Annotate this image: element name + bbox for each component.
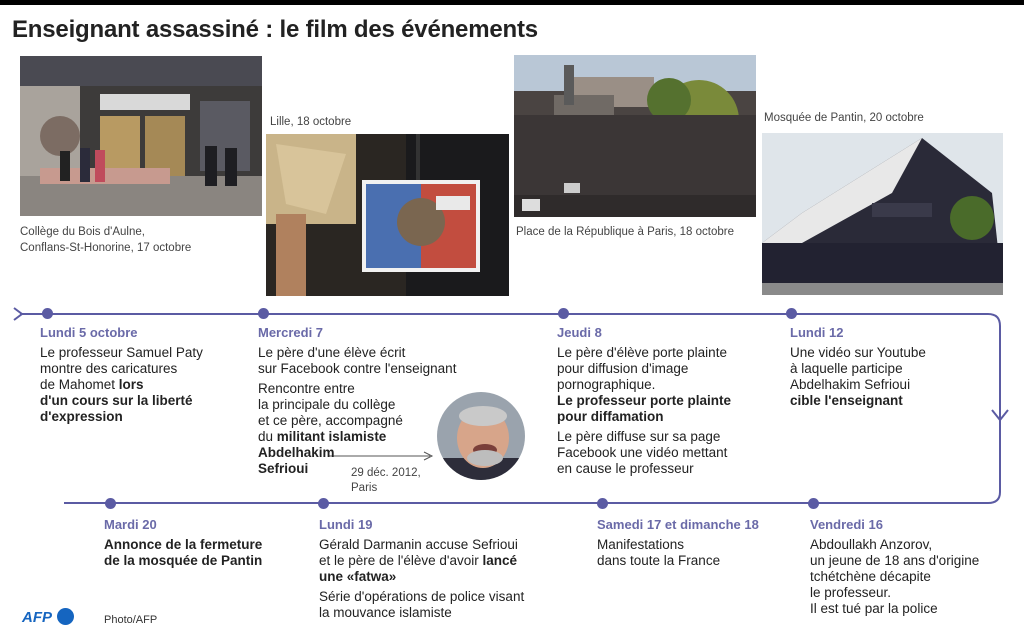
event-line bbox=[319, 553, 579, 569]
event-date: Lundi 19 bbox=[319, 517, 373, 532]
portrait-photo bbox=[437, 392, 525, 480]
event-line-text: Le père diffuse sur sa page bbox=[557, 429, 721, 444]
event-line bbox=[557, 393, 777, 409]
event-line-bold: Abdelhakim bbox=[258, 445, 335, 460]
event-line-text: sur Facebook contre l'enseignant bbox=[258, 361, 457, 376]
event-paragraph bbox=[597, 537, 797, 569]
event-text bbox=[319, 537, 579, 625]
caption-line: Conflans-St-Honorine, 17 octobre bbox=[20, 242, 192, 254]
portrait-caption bbox=[351, 466, 421, 496]
event-paragraph bbox=[104, 537, 304, 569]
event-paragraph bbox=[810, 537, 1015, 617]
event-line bbox=[557, 429, 777, 445]
event-line bbox=[40, 377, 240, 393]
event-text bbox=[790, 345, 990, 413]
event-line-text: la mouvance islamiste bbox=[319, 605, 452, 620]
event-line-text: Abdelhakim Sefrioui bbox=[790, 377, 911, 392]
event-line-bold: de la mosquée de Pantin bbox=[104, 553, 263, 568]
event-line bbox=[40, 361, 240, 377]
event-line-text: à laquelle participe bbox=[790, 361, 903, 376]
caption-line: Paris bbox=[351, 482, 378, 494]
event-line bbox=[557, 409, 777, 425]
event-line-text: Facebook une vidéo mettant bbox=[557, 445, 728, 460]
caption-line: Place de la République à Paris, 18 octobre bbox=[516, 226, 735, 238]
event-line bbox=[258, 345, 508, 361]
event-line-bold: d'expression bbox=[40, 409, 123, 424]
afp-logo-dot-icon bbox=[57, 608, 74, 625]
event-line bbox=[810, 553, 1015, 569]
event-line bbox=[104, 537, 304, 553]
event-line-bold: Annonce de la fermeture bbox=[104, 537, 263, 552]
event-line-bold: d'un cours sur la liberté bbox=[40, 393, 193, 408]
timeline-dot bbox=[42, 308, 53, 319]
event-date: Vendredi 16 bbox=[810, 517, 883, 532]
event-text bbox=[810, 537, 1015, 621]
event-line bbox=[40, 393, 240, 409]
event-paragraph bbox=[319, 537, 579, 585]
event-line bbox=[597, 553, 797, 569]
event-line-text: et le père de l'élève d'avoir bbox=[319, 553, 483, 568]
event-line bbox=[810, 585, 1015, 601]
event-line bbox=[40, 409, 240, 425]
event-line-bold: une «fatwa» bbox=[319, 569, 397, 584]
event-date: Lundi 12 bbox=[790, 325, 844, 340]
event-line-text: de Mahomet bbox=[40, 377, 119, 392]
event-date: Mercredi 7 bbox=[258, 325, 324, 340]
event-line bbox=[790, 393, 990, 409]
event-date: Lundi 5 octobre bbox=[40, 325, 138, 340]
event-line-text: Une vidéo sur Youtube bbox=[790, 345, 926, 360]
event-text bbox=[104, 537, 304, 573]
event-line bbox=[557, 461, 777, 477]
event-line bbox=[597, 537, 797, 553]
timeline-dot bbox=[105, 498, 116, 509]
event-line-text: Série d'opérations de police visant bbox=[319, 589, 525, 604]
event-text bbox=[597, 537, 797, 573]
event-paragraph bbox=[40, 345, 240, 425]
timeline-dot bbox=[786, 308, 797, 319]
event-line bbox=[319, 589, 579, 605]
event-line bbox=[790, 345, 990, 361]
event-line bbox=[790, 377, 990, 393]
event-line-text: Abdoullakh Anzorov, bbox=[810, 537, 933, 552]
event-line-bold: Sefrioui bbox=[258, 461, 309, 476]
event-paragraph bbox=[557, 345, 777, 425]
event-line bbox=[319, 605, 579, 621]
caption-line: Mosquée de Pantin, 20 octobre bbox=[764, 112, 924, 124]
event-line-text: Manifestations bbox=[597, 537, 685, 552]
event-line bbox=[104, 553, 304, 569]
caption-line: Collège du Bois d'Aulne, bbox=[20, 226, 145, 238]
afp-logo bbox=[22, 608, 74, 626]
event-line bbox=[557, 345, 777, 361]
event-line bbox=[319, 569, 579, 585]
event-line bbox=[810, 569, 1015, 585]
event-line bbox=[258, 361, 508, 377]
event-line bbox=[790, 361, 990, 377]
caption-line: 29 déc. 2012, bbox=[351, 467, 421, 479]
caption-line: Lille, 18 octobre bbox=[270, 116, 352, 128]
event-line bbox=[557, 377, 777, 393]
event-line-text: Le professeur Samuel Paty bbox=[40, 345, 203, 360]
timeline-dot bbox=[558, 308, 569, 319]
event-line bbox=[40, 345, 240, 361]
event-line bbox=[810, 537, 1015, 553]
timeline-dot bbox=[808, 498, 819, 509]
event-line-bold: Le professeur porte plainte bbox=[557, 393, 732, 408]
event-line-text: un jeune de 18 ans d'origine bbox=[810, 553, 980, 568]
timeline-dot bbox=[258, 308, 269, 319]
event-line bbox=[810, 601, 1015, 617]
event-paragraph bbox=[319, 589, 579, 621]
event-line-text: Le père d'une élève écrit bbox=[258, 345, 406, 360]
event-line bbox=[557, 445, 777, 461]
event-line-text: Rencontre entre bbox=[258, 381, 355, 396]
event-line-bold: pour diffamation bbox=[557, 409, 664, 424]
page-title: Enseignant assassiné : le film des événements bbox=[12, 16, 538, 43]
timeline-dot bbox=[597, 498, 608, 509]
event-line-bold: lors bbox=[118, 377, 144, 392]
event-line bbox=[319, 537, 579, 553]
event-line-text: la principale du collège bbox=[258, 397, 396, 412]
event-line-bold: cible l'enseignant bbox=[790, 393, 903, 408]
event-line-text: et ce père, accompagné bbox=[258, 413, 403, 428]
event-line-text: du bbox=[258, 429, 277, 444]
timeline-dot bbox=[318, 498, 329, 509]
afp-logo-text: AFP bbox=[22, 609, 52, 626]
event-line-text: Gérald Darmanin accuse Sefrioui bbox=[319, 537, 518, 552]
timeline-start-arrow bbox=[14, 308, 22, 320]
event-line-bold: lancé bbox=[482, 553, 518, 568]
event-line-text: pour diffusion d'image bbox=[557, 361, 689, 376]
event-line-text: Le père d'élève porte plainte bbox=[557, 345, 727, 360]
event-text bbox=[557, 345, 777, 481]
event-paragraph bbox=[258, 345, 508, 377]
event-line-text: dans toute la France bbox=[597, 553, 721, 568]
event-line-text: montre des caricatures bbox=[40, 361, 178, 376]
event-line-text: le professeur. bbox=[810, 585, 892, 600]
event-line-text: en cause le professeur bbox=[557, 461, 694, 476]
event-paragraph bbox=[790, 345, 990, 409]
event-date: Mardi 20 bbox=[104, 517, 157, 532]
event-date: Jeudi 8 bbox=[557, 325, 602, 340]
event-paragraph bbox=[557, 429, 777, 477]
event-date: Samedi 17 et dimanche 18 bbox=[597, 517, 759, 532]
event-line-text: tchétchène décapite bbox=[810, 569, 931, 584]
event-line-text: Il est tué par la police bbox=[810, 601, 938, 616]
event-line bbox=[557, 361, 777, 377]
event-text bbox=[40, 345, 240, 429]
event-line-bold: militant islamiste bbox=[276, 429, 387, 444]
event-line-text: pornographique. bbox=[557, 377, 656, 392]
photo-credit: Photo/AFP bbox=[104, 614, 158, 626]
